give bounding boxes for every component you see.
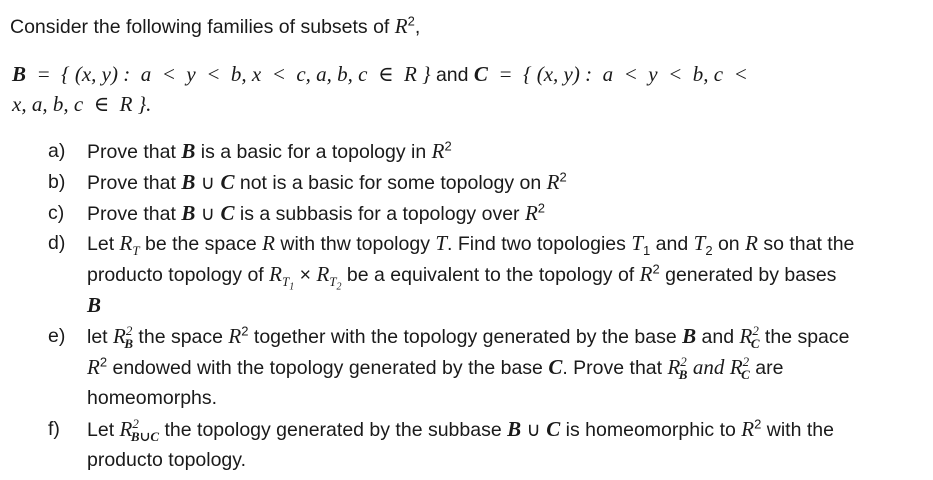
item-text: let $R^2_B$ the space $R^2$ together with the topology generated by the base B and $R^2_C$ the space bbox=[87, 323, 850, 352]
list-item-d-line-2: producto topology of $R_{T_1} \times R_{T_2}$ be a equivalent to the topology of $R^2$ generated by bases bbox=[87, 261, 837, 293]
list-item-d-line-3: B bbox=[87, 293, 102, 317]
item-label: e) bbox=[48, 325, 66, 347]
list-item-f-line-2: producto topology. bbox=[87, 449, 246, 471]
item-label: f) bbox=[48, 418, 60, 440]
definition-line-2: x, a, b, c ∈ R }. bbox=[12, 92, 152, 116]
item-label: c) bbox=[48, 202, 65, 224]
item-label: b) bbox=[48, 171, 66, 193]
item-text: Prove that B is a basic for a topology in $R^2$ bbox=[87, 138, 452, 163]
item-label: a) bbox=[48, 140, 66, 162]
intro-text: Consider the following families of subsets of $R^2$, bbox=[10, 13, 421, 38]
list-item-e-line-3: homeomorphs. bbox=[87, 387, 218, 409]
item-text: Let $R_T$ be the space R with thw topology T. Find two topologies $T_1$ and $T_2$ on R so that the bbox=[87, 231, 855, 259]
item-text: Prove that B ∪ C not is a basic for some topology on $R^2$ bbox=[87, 169, 567, 194]
item-text: Prove that B ∪ C is a subbasis for a topology over $R^2$ bbox=[87, 200, 546, 225]
definition-line-1: B = { (x, y) : a < y < b, x < c, a, b, c ∈ R } and C = { (x, y) : a < y < b, c < bbox=[12, 62, 748, 86]
list-item-e-line-2: $R^2$ endowed with the topology generated by the base C. Prove that $R^2_B$ and $R^2_C$ are bbox=[87, 354, 784, 383]
item-label: d) bbox=[48, 232, 66, 254]
item-text: Let $R^2_{B\cup C}$ the topology generated by the subbase B ∪ C is homeomorphic to $R^2$ with the bbox=[87, 416, 834, 445]
